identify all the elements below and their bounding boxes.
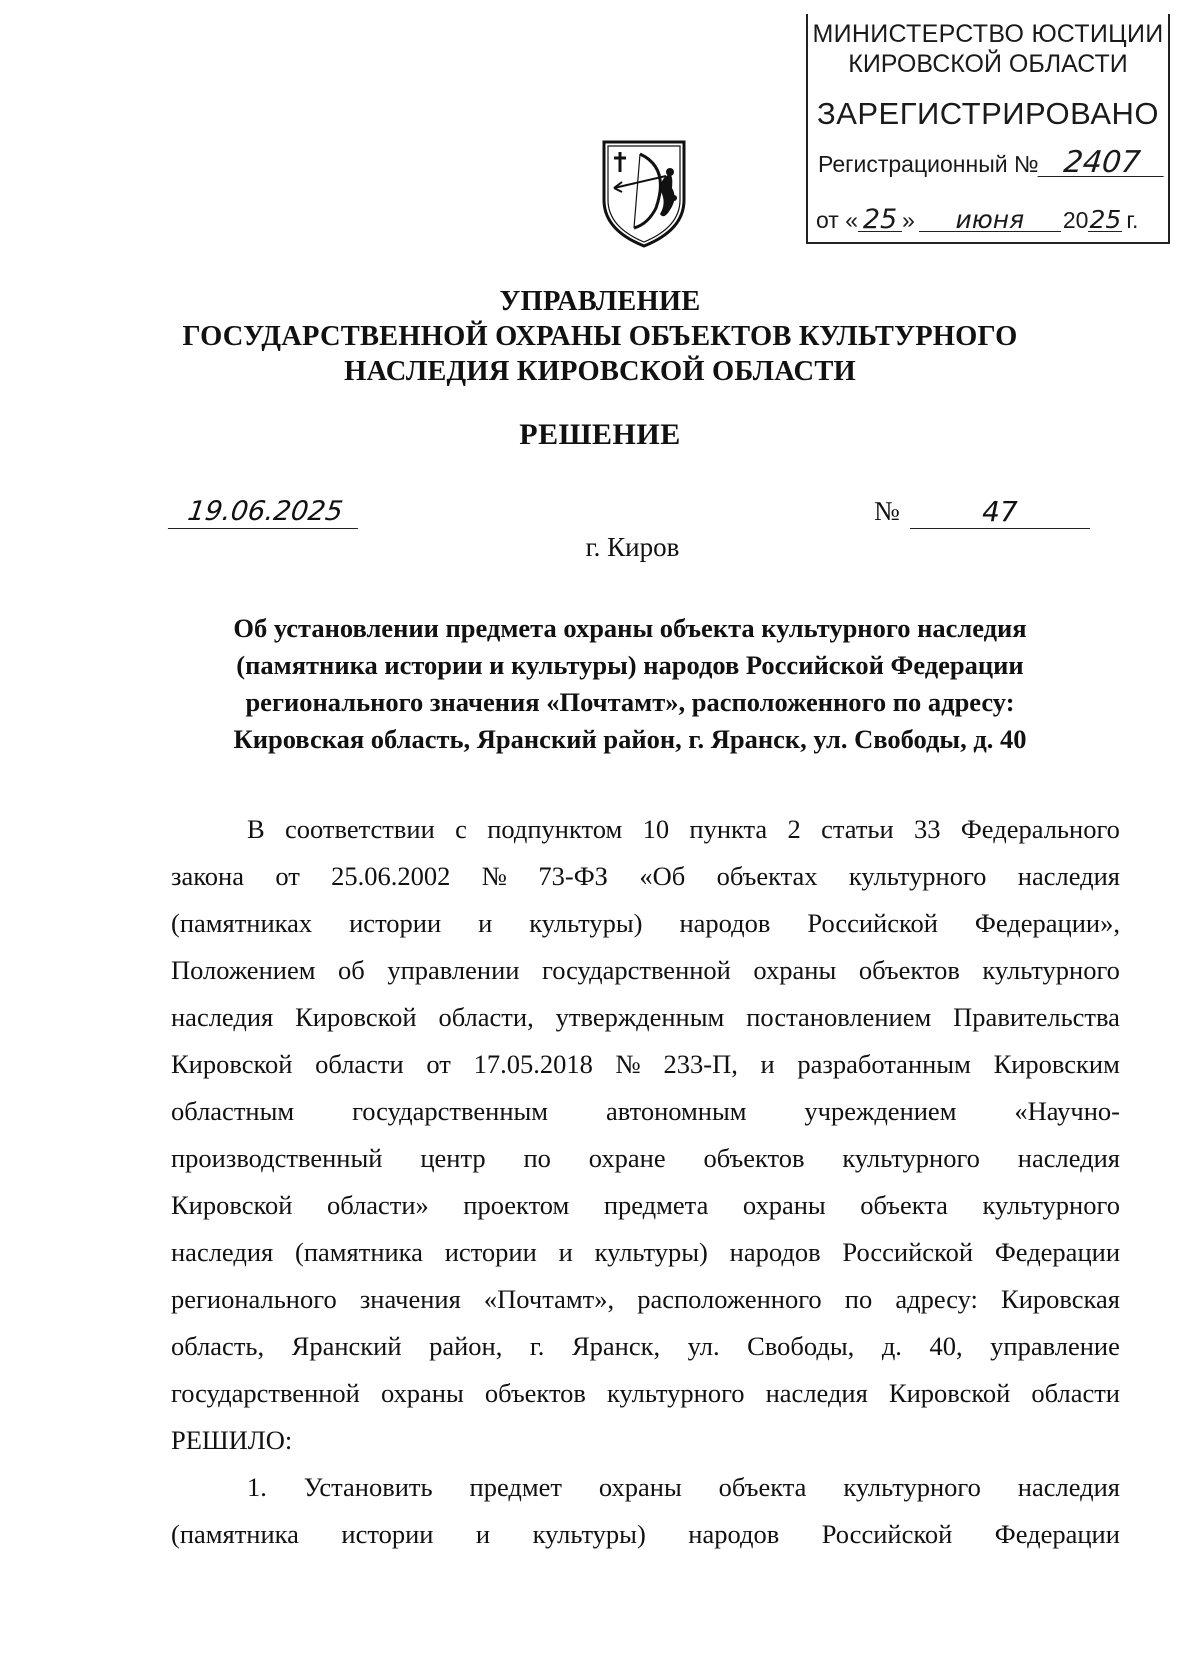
body-word: объектов	[484, 1378, 586, 1408]
body-word: области	[315, 1049, 404, 1079]
body-word: культурного	[982, 955, 1120, 985]
body-line	[171, 853, 1120, 900]
body-word: управление	[990, 1331, 1120, 1361]
body-word: истории	[444, 1237, 537, 1267]
decision-subject	[170, 610, 1090, 758]
body-word: центр	[420, 1143, 486, 1173]
body-word: культурного	[607, 1378, 745, 1408]
body-word: по	[523, 1143, 551, 1173]
body-word: объектах	[716, 861, 818, 891]
body-word: культуры)	[529, 908, 643, 938]
body-word: соответствии	[285, 814, 435, 844]
body-word: культуры)	[532, 1519, 646, 1549]
body-word: наследия	[171, 1237, 274, 1267]
body-word: Федерации	[994, 1519, 1120, 1549]
org-line-3: НАСЛЕДИЯ КИРОВСКОЙ ОБЛАСТИ	[344, 356, 856, 387]
body-word: культурного	[982, 1190, 1120, 1220]
body-word: проектом	[463, 1190, 570, 1220]
body-word: 233-П,	[663, 1049, 738, 1079]
body-word: статьи	[821, 814, 894, 844]
body-word: пункта	[689, 814, 768, 844]
body-line	[171, 900, 1120, 947]
body-word: закона	[171, 861, 244, 891]
body-word: учреждением	[804, 1096, 957, 1126]
body-word: культуры)	[594, 1237, 708, 1267]
body-word: Свободы,	[747, 1331, 855, 1361]
body-word: с	[455, 814, 467, 844]
body-word: Российской	[842, 1237, 974, 1267]
body-word: разработанным	[797, 1049, 971, 1079]
body-word: 25.06.2002	[331, 861, 451, 891]
body-word: утвержденным	[555, 1002, 725, 1032]
body-word: государственной	[542, 955, 731, 985]
body-word: области,	[438, 1002, 534, 1032]
body-line	[171, 1182, 1120, 1229]
org-line-2: ГОСУДАРСТВЕННОЙ ОХРАНЫ ОБЪЕКТОВ КУЛЬТУРНОГО	[182, 321, 1018, 352]
body-word: расположенного	[637, 1284, 822, 1314]
body-word: (памятниках	[171, 908, 313, 938]
body-word: «Почтамт»,	[483, 1284, 615, 1314]
body-word: охраны	[742, 1190, 826, 1220]
body-line	[171, 1276, 1120, 1323]
body-word: производственный	[171, 1143, 383, 1173]
body-line	[171, 1323, 1120, 1370]
body-word: и	[558, 1237, 573, 1267]
body-word: по	[844, 1284, 873, 1314]
body-word: РЕШИЛО:	[171, 1425, 293, 1455]
body-word: (памятника	[171, 1519, 299, 1549]
body-word: (памятника	[295, 1237, 423, 1267]
body-word: культурного	[843, 1472, 981, 1502]
body-word: истории	[341, 1519, 434, 1549]
body-word: наследия	[1017, 1143, 1120, 1173]
body-word: г.	[529, 1331, 545, 1361]
body-word: Российской	[807, 908, 938, 938]
body-line	[171, 1135, 1120, 1182]
subject-line: регионального значения «Почтамт», расположенного по адресу:	[245, 687, 1015, 717]
body-word: и	[475, 1519, 491, 1549]
body-word: культурного	[842, 1143, 980, 1173]
stamp-registered: ЗАРЕГИСТРИРОВАНО	[816, 96, 1159, 131]
body-word: Яранский	[291, 1331, 402, 1361]
body-word: областным	[171, 1096, 295, 1126]
stamp-reg-row	[818, 145, 1165, 180]
body-word: район,	[429, 1331, 503, 1361]
body-word: Федерации	[994, 1237, 1120, 1267]
body-line	[171, 994, 1120, 1041]
body-word: Правительства	[953, 1002, 1120, 1032]
body-word: «Научно-	[1014, 1096, 1120, 1126]
body-word: наследия	[765, 1378, 868, 1408]
body-word: область,	[171, 1331, 265, 1361]
body-word: Кировская	[1001, 1284, 1120, 1314]
body-word: от	[426, 1049, 451, 1079]
body-word: охраны	[753, 955, 837, 985]
body-line	[171, 947, 1120, 994]
body-word: культурного	[848, 861, 987, 891]
body-word: 73-ФЗ	[538, 861, 608, 891]
body-word: В	[247, 814, 265, 844]
body-word: наследия	[171, 1002, 274, 1032]
stamp-region: КИРОВСКОЙ ОБЛАСТИ	[848, 50, 1128, 78]
body-line	[171, 1088, 1120, 1135]
body-word: охране	[588, 1143, 666, 1173]
body-word: области	[1031, 1378, 1120, 1408]
body-line	[171, 1511, 1120, 1558]
body-word: Кировской	[171, 1190, 293, 1220]
body-line	[171, 1370, 1120, 1417]
body-word: Яранск,	[571, 1331, 661, 1361]
body-word: Кировской	[295, 1002, 417, 1032]
stamp-date-month: июня	[919, 209, 1061, 232]
body-word: государственным	[352, 1096, 549, 1126]
body-word: от	[275, 861, 300, 891]
body-word: наследия	[1017, 861, 1120, 891]
body-word: Российской	[821, 1519, 953, 1549]
body-word: охраны	[598, 1472, 682, 1502]
body-line	[171, 1464, 1120, 1511]
body-word: постановлением	[746, 1002, 932, 1032]
body-word: об	[338, 955, 365, 985]
document-type: РЕШЕНИЕ	[519, 418, 681, 451]
body-word: объекта	[860, 1190, 948, 1220]
body-word: и	[760, 1049, 775, 1079]
stamp-reg-label: Регистрационный №	[818, 151, 1039, 177]
body-word: подпунктом	[487, 814, 623, 844]
body-word: Кировской	[888, 1378, 1011, 1408]
stamp-date-row	[816, 204, 1139, 235]
registration-stamp	[806, 14, 1170, 244]
stamp-ministry: МИНИСТЕРСТВО ЮСТИЦИИ	[812, 20, 1164, 48]
body-word: объектов	[703, 1143, 805, 1173]
body-word: наследия	[1017, 1472, 1120, 1502]
body-word: №	[481, 861, 508, 891]
body-word: №	[615, 1049, 641, 1079]
body-word: управлении	[387, 955, 520, 985]
org-line-1: УПРАВЛЕНИЕ	[499, 286, 701, 317]
body-word: 33	[914, 814, 941, 844]
body-word: «Об	[639, 861, 686, 891]
body-word: и	[478, 908, 493, 938]
subject-line: Кировская область, Яранский район, г. Яранск, ул. Свободы, д. 40	[233, 724, 1027, 754]
body-word: 2	[787, 814, 801, 844]
body-word: Установить	[303, 1472, 433, 1502]
body-word: значения	[359, 1284, 461, 1314]
decision-body	[171, 806, 1120, 1558]
subject-line: (памятника истории и культуры) народов Российской Федерации	[236, 650, 1024, 680]
number-label: №	[874, 496, 900, 526]
stamp-date-day: 25	[858, 209, 902, 232]
body-word: области»	[326, 1190, 429, 1220]
coat-of-arms-icon	[600, 138, 688, 250]
body-word: автономным	[605, 1096, 747, 1126]
body-word: народов	[729, 1237, 821, 1267]
body-word: Федерации»,	[974, 908, 1120, 938]
stamp-reg-number: 2407	[1037, 150, 1166, 177]
body-word: народов	[688, 1519, 780, 1549]
decision-date: 19.06.2025	[168, 498, 362, 529]
body-line	[171, 1417, 1120, 1464]
city: г. Киров	[585, 532, 680, 562]
body-word: 1.	[247, 1472, 267, 1502]
body-word: объектов	[858, 955, 960, 985]
body-word: регионального	[171, 1284, 337, 1314]
body-word: адресу:	[895, 1284, 978, 1314]
body-word: государственной	[171, 1378, 360, 1408]
body-word: Положением	[171, 955, 316, 985]
body-word: Кировской	[171, 1049, 293, 1079]
body-word: 17.05.2018	[473, 1049, 593, 1079]
stamp-date-end: г.	[1126, 207, 1139, 233]
stamp-date-from: от «	[816, 207, 859, 233]
body-word: охраны	[380, 1378, 464, 1408]
body-word: объекта	[718, 1472, 807, 1502]
body-word: 40,	[929, 1331, 963, 1361]
body-word: 10	[642, 814, 670, 844]
body-word: Федерального	[960, 814, 1120, 844]
stamp-date-year-prefix: 20	[1062, 207, 1089, 233]
body-word: истории	[349, 908, 442, 938]
body-word: предмет	[469, 1472, 562, 1502]
body-line	[171, 1229, 1120, 1276]
stamp-date-year-suffix: 25	[1089, 205, 1122, 234]
body-line	[171, 806, 1120, 853]
subject-line: Об установлении предмета охраны объекта культурного наследия	[233, 613, 1027, 643]
decision-number: 47	[910, 498, 1090, 529]
body-word: народов	[679, 908, 771, 938]
body-word: д.	[881, 1331, 902, 1361]
stamp-date-mid: »	[902, 207, 915, 233]
body-word: предмета	[603, 1190, 709, 1220]
body-line	[171, 1041, 1120, 1088]
body-word: Кировским	[993, 1049, 1120, 1079]
body-word: ул.	[687, 1331, 720, 1361]
